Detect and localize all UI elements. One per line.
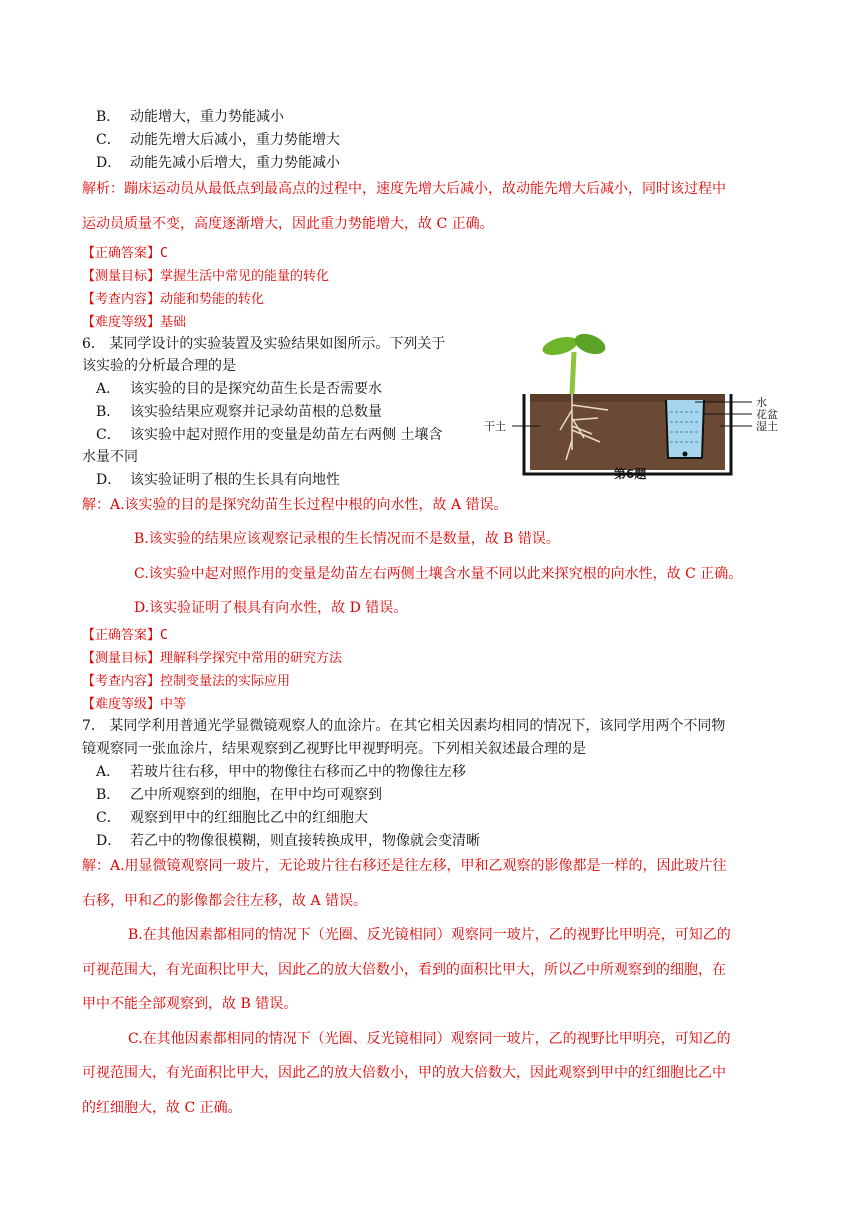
q5-difficulty: 【难度等级】基础 xyxy=(82,315,187,330)
q7-option-b: B． 乙中所观察到的细胞，在甲中均可观察到 xyxy=(96,787,382,803)
q5-goal: 【测量目标】掌握生活中常见的能量的转化 xyxy=(82,269,330,284)
q7-analysis-b-1: B.在其他因素都相同的情况下（光圈、反光镜相同）观察同一玻片，乙的视野比甲明亮，可知乙的 xyxy=(128,927,731,943)
q5-content: 【考查内容】动能和势能的转化 xyxy=(82,292,265,307)
q7-analysis-b-3: 甲中不能全部观察到，故 B 错误。 xyxy=(82,996,298,1012)
q7-option-d: D． 若乙中的物像很模糊，则直接转换成甲，物像就会变清晰 xyxy=(96,833,480,849)
q6-stem-line-1: 6． 某同学设计的实验装置及实验结果如图所示。下列关于 xyxy=(82,336,446,352)
q6-analysis-d: D.该实验证明了根具有向水性，故 D 错误。 xyxy=(134,600,408,616)
q5-analysis-line-1: 解析：蹦床运动员从最低点到最高点的过程中，速度先增大后减小，故动能先增大后减小，同时该过程中 xyxy=(82,181,726,197)
label-water: 水 xyxy=(756,396,767,409)
q5-option-d: D． 动能先减小后增大，重力势能减小 xyxy=(96,155,340,171)
q5-option-b: B． 动能增大，重力势能减小 xyxy=(96,109,284,125)
q7-analysis-c-2: 可视范围大，有光面积比甲大，因此乙的放大倍数小，甲的放大倍数大，因此观察到甲中的红细胞比乙中 xyxy=(82,1065,726,1081)
q7-analysis-b-2: 可视范围大，有光面积比甲大，因此乙的放大倍数小，看到的面积比甲大，所以乙中所观察到的细胞，在 xyxy=(82,962,726,978)
q7-option-c: C． 观察到甲中的红细胞比乙中的红细胞大 xyxy=(96,810,368,826)
q7-analysis-a-2: 右移，甲和乙的影像都会往左移，故 A 错误。 xyxy=(82,893,368,909)
q6-content: 【考查内容】控制变量法的实际应用 xyxy=(82,674,291,689)
q7-stem-line-1: 7． 某同学利用普通光学显微镜观察人的血涂片。在其它相关因素均相同的情况下，该同学用两个不同物 xyxy=(82,718,726,734)
figure-caption: 第6题 xyxy=(614,467,647,481)
q7-option-a: A． 若玻片往右移，甲中的物像往右移而乙中的物像往左移 xyxy=(96,764,466,780)
q6-answer: 【正确答案】C xyxy=(82,628,168,643)
q7-analysis-a-1: 解：A.用显微镜观察同一玻片，无论玻片往右移还是往左移，甲和乙观察的影像都是一样的，因此玻片往 xyxy=(82,858,727,874)
q7-stem-line-2: 镜观察同一张血涂片，结果观察到乙视野比甲视野明亮。下列相关叙述最合理的是 xyxy=(82,741,586,757)
q6-option-d: D． 该实验证明了根的生长具有向地性 xyxy=(96,472,340,488)
q6-option-c: C． 该实验中起对照作用的变量是幼苗左右两侧 土壤含 xyxy=(96,427,443,443)
q5-answer: 【正确答案】C xyxy=(82,246,168,261)
q6-analysis-c: C.该实验中起对照作用的变量是幼苗左右两侧土壤含水量不同以此来探究根的向水性，故 C 正确。 xyxy=(134,566,743,582)
q6-difficulty: 【难度等级】中等 xyxy=(82,697,187,712)
plant-stem xyxy=(572,352,574,394)
q6-analysis-b: B.该实验的结果应该观察记录根的生长情况而不是数量，故 B 错误。 xyxy=(134,531,560,547)
label-pot: 花盆 xyxy=(756,408,778,421)
experiment-figure xyxy=(480,330,810,490)
q7-analysis-c-1: C.在其他因素都相同的情况下（光圈、反光镜相同）观察同一玻片，乙的视野比甲明亮，可知乙的 xyxy=(128,1031,731,1047)
q6-analysis-a: 解：A.该实验的目的是探究幼苗生长过程中根的向水性，故 A 错误。 xyxy=(82,497,508,513)
q6-option-c-cont: 水量不同 xyxy=(82,449,138,465)
q6-option-b: B． 该实验结果应观察并记录幼苗根的总数量 xyxy=(96,404,382,420)
q5-analysis-line-2: 运动员质量不变，高度逐渐增大，因此重力势能增大，故 C 正确。 xyxy=(82,216,494,232)
pot-hole xyxy=(683,452,688,457)
q5-option-c: C． 动能先增大后减小，重力势能增大 xyxy=(96,132,340,148)
label-wet-soil: 湿土 xyxy=(756,420,778,433)
flower-pot xyxy=(666,400,704,458)
plant-leaf-right xyxy=(572,330,608,358)
q6-goal: 【测量目标】理解科学探究中常用的研究方法 xyxy=(82,651,343,666)
experiment-diagram xyxy=(480,330,810,490)
q6-option-a: A． 该实验的目的是探究幼苗生长是否需要水 xyxy=(96,381,382,397)
q6-stem-line-2: 该实验的分析最合理的是 xyxy=(82,358,236,374)
label-dry-soil: 干土 xyxy=(484,420,506,433)
q7-analysis-c-3: 的红细胞大，故 C 正确。 xyxy=(82,1100,242,1116)
